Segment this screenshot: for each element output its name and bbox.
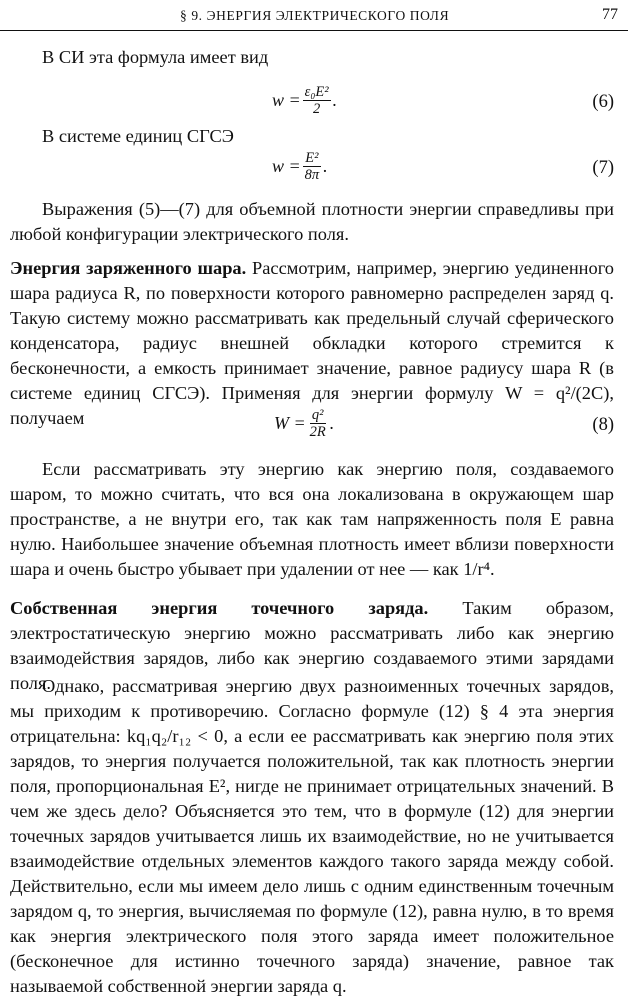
eq6-denominator: 2 [313,101,321,117]
eq8-lhs: W = [274,413,306,433]
eq8-numerator: q² [311,407,324,423]
section-text-charged-sphere: Рассмотрим, например, энергию уединенного шара радиуса R, по поверхности которого равномерно распределен заряд q. Такую систему можно рассматривать как предельный случай сферического конденсатора, радиус внешней обкладки которого стремится к бесконечности, а емкость принимает значение, равное радиусу шара R (в системе единиц СГСЭ). Применяя для энергии формулу W = q²/(2C), получаем [10,258,614,428]
equation-number-7: (7) [592,158,614,178]
eq7-tail: . [323,156,328,176]
eq6-fraction [303,84,331,117]
running-header [0,0,628,31]
equation-number-8: (8) [592,415,614,435]
section-heading-point-charge: Собственная энергия точечного заряда. [10,598,429,618]
paragraph-validity: Выражения (5)—(7) для объемной плотности энергии справедливы при любой конфигурации электрического поля. [10,199,614,244]
page-number: 77 [602,6,618,23]
equation-8 [0,407,628,447]
eq8-fraction [308,407,328,440]
equation-7 [0,150,628,190]
equation-6 [0,84,628,124]
eq8-tail: . [329,413,335,433]
header-title: § 9. ЭНЕРГИЯ ЭЛЕКТРИЧЕСКОГО ПОЛЯ [180,8,450,23]
eq8-denominator: 2R [309,424,326,440]
paragraph-cgse-intro: В системе единиц СГСЭ [42,126,234,146]
paragraph-contradiction: Однако, рассматривая энергию двух разноименных точечных зарядов, мы приходим к противоречию. Согласно формуле (12) § 4 эта энергия отрицательна: kq₁q₂/r₁₂ < 0, а если ее рассматривать как энергию поля этих зарядов, то энергия получается положительной, так как плотность энергии поля, пропорциональная E², нигде не принимает отрицательных значений. В чем же здесь дело? Объясняется это тем, что в формуле (12) для энергии точечных зарядов учитывается лишь их взаимодействие, но не учитывается взаимодействие отдельных элементов каждого такого заряда между собой. Действительно, если мы имеем дело лишь с одним единственным точечным зарядом q, то энергия, вычисляемая по формуле (12), равна нулю, в то время как энергия электрического поля этого заряда имеет положительное (бесконечное для истинно точечного заряда) значение, равное так называемой собственной энергии заряда q. [10,676,614,996]
paragraph-field-energy: Если рассматривать эту энергию как энергию поля, создаваемого шаром, то можно считать, что вся она локализована в окружающем шар пространстве, а не внутри его, так как там напряженность поля E равна нулю. Наибольшее значение объемная плотность имеет вблизи поверхности шара и очень быстро убывает при удалении от нее — как 1/r⁴. [10,459,614,579]
section-heading-charged-sphere: Энергия заряженного шара. [10,258,247,278]
section-text-point-charge: Таким образом, электростатическую энергию можно рассматривать либо как энергию взаимодействия зарядов, либо как энергию создаваемого этими зарядами поля. [10,598,614,693]
eq6-lhs: w = [272,90,301,110]
eq7-numerator: E² [305,150,319,166]
eq6-tail: . [332,90,338,110]
eq7-lhs: w = [272,156,301,176]
eq6-numerator: ε₀E² [304,84,329,100]
eq7-fraction [303,150,322,183]
paragraph-si-intro: В СИ эта формула имеет вид [42,47,269,67]
eq7-denominator: 8π [304,167,320,183]
section-charged-sphere [10,256,614,431]
equation-number-6: (6) [592,92,614,112]
